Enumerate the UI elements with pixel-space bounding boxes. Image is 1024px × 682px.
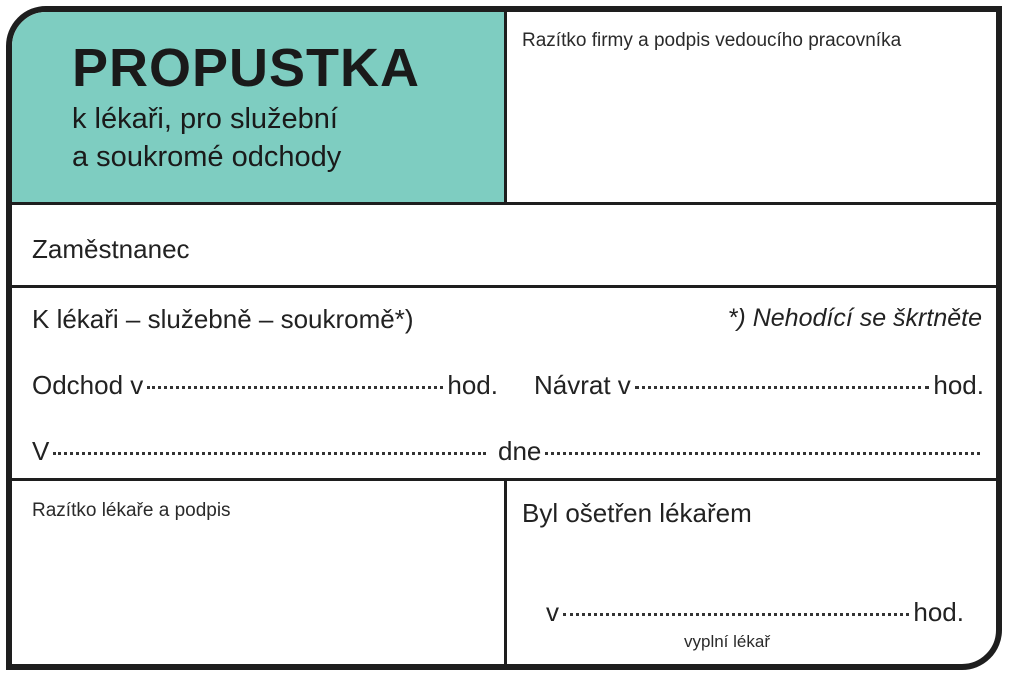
form-subtitle <box>72 100 492 176</box>
subtitle-line-1: k lékaři, pro služební <box>72 103 338 135</box>
title-panel <box>12 12 504 202</box>
treatment-time-prefix: v <box>546 597 559 627</box>
return-field[interactable] <box>534 370 984 401</box>
pass-form <box>6 6 1002 670</box>
purpose-options: K lékaři – služebně – soukromě*) <box>32 304 414 334</box>
departure-prefix: Odchod v <box>32 370 144 400</box>
divider-header <box>12 202 996 205</box>
date-line[interactable] <box>545 451 980 455</box>
form-title: PROPUSTKA <box>72 38 421 98</box>
filled-by-doctor-note: vyplní lékař <box>684 632 770 651</box>
subtitle-line-2: a soukromé odchody <box>72 141 342 173</box>
company-stamp-label: Razítko firmy a podpis vedoucího pracovníka <box>522 30 902 51</box>
date-prefix: dne <box>498 436 542 466</box>
treated-label: Byl ošetřen lékařem <box>522 498 752 528</box>
header-divider <box>504 12 507 202</box>
return-suffix: hod. <box>933 370 984 400</box>
departure-time-line[interactable] <box>147 385 443 389</box>
divider-employee <box>12 285 996 288</box>
place-line[interactable] <box>53 451 486 455</box>
date-field[interactable] <box>498 436 984 467</box>
strike-out-footnote: *) Nehodící se škrtněte <box>727 304 982 332</box>
treatment-time-line[interactable] <box>563 612 909 616</box>
return-time-line[interactable] <box>635 385 930 389</box>
departure-suffix: hod. <box>447 370 498 400</box>
treatment-time-suffix: hod. <box>913 597 964 627</box>
employee-label: Zaměstnanec <box>32 234 190 264</box>
departure-field[interactable] <box>32 370 498 401</box>
treatment-time-field[interactable] <box>546 597 964 628</box>
place-prefix: V <box>32 436 50 466</box>
footer-divider <box>504 478 507 670</box>
place-field[interactable] <box>32 436 490 467</box>
return-prefix: Návrat v <box>534 370 631 400</box>
doctor-stamp-label: Razítko lékaře a podpis <box>32 500 231 521</box>
